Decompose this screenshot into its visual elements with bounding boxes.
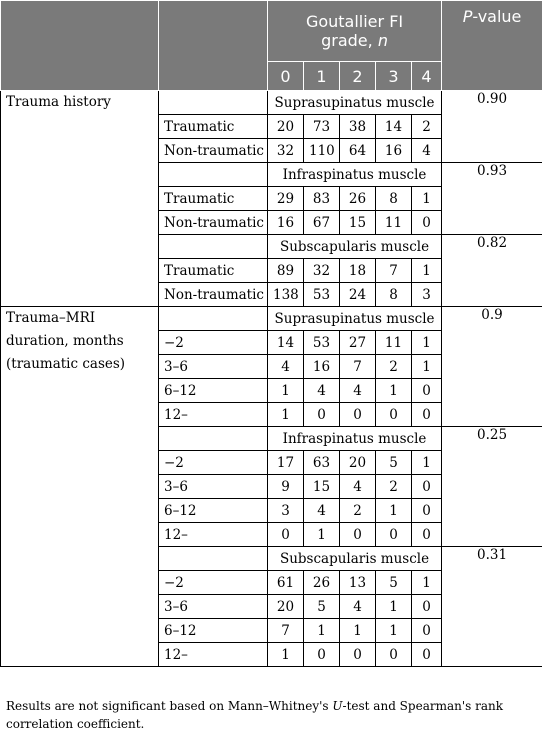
grade-count: 5 bbox=[304, 595, 340, 619]
grade-count: 2 bbox=[376, 475, 412, 499]
grade-header-2: 2 bbox=[340, 62, 376, 91]
grade-count: 20 bbox=[268, 595, 304, 619]
grade-count: 38 bbox=[340, 115, 376, 139]
grade-count: 1 bbox=[304, 523, 340, 547]
grade-count: 0 bbox=[340, 523, 376, 547]
row-label: 3–6 bbox=[159, 475, 268, 499]
blank-cell bbox=[159, 163, 268, 187]
grade-count: 17 bbox=[268, 451, 304, 475]
grade-count: 0 bbox=[412, 211, 442, 235]
grade-count: 1 bbox=[268, 403, 304, 427]
p-value: 0.93 bbox=[442, 163, 542, 235]
section-label-line: Trauma–MRI bbox=[6, 310, 96, 326]
row-label: −2 bbox=[159, 331, 268, 355]
grade-count: 20 bbox=[268, 115, 304, 139]
row-label: 6–12 bbox=[159, 619, 268, 643]
row-label: 12– bbox=[159, 523, 268, 547]
grade-count: 0 bbox=[340, 643, 376, 667]
grade-count: 0 bbox=[412, 379, 442, 403]
grade-count: 14 bbox=[268, 331, 304, 355]
row-label: −2 bbox=[159, 451, 268, 475]
grade-count: 8 bbox=[376, 187, 412, 211]
muscle-name: Suprasupinatus muscle bbox=[268, 91, 442, 115]
row-label: Traumatic bbox=[159, 115, 268, 139]
grade-count: 3 bbox=[412, 283, 442, 307]
grade-count: 1 bbox=[412, 355, 442, 379]
p-value: 0.25 bbox=[442, 427, 542, 547]
grade-count: 61 bbox=[268, 571, 304, 595]
goutallier-header: Goutallier FI grade, n bbox=[268, 1, 442, 62]
grade-count: 2 bbox=[376, 355, 412, 379]
grade-count: 32 bbox=[304, 259, 340, 283]
grade-count: 1 bbox=[268, 643, 304, 667]
row-label: −2 bbox=[159, 571, 268, 595]
blank-cell bbox=[159, 427, 268, 451]
grade-count: 2 bbox=[412, 115, 442, 139]
grade-count: 7 bbox=[376, 259, 412, 283]
grade-header-1: 1 bbox=[304, 62, 340, 91]
grade-count: 1 bbox=[304, 619, 340, 643]
grade-count: 26 bbox=[340, 187, 376, 211]
grade-count: 16 bbox=[304, 355, 340, 379]
row-label: Non-traumatic bbox=[159, 211, 268, 235]
grade-count: 1 bbox=[376, 595, 412, 619]
muscle-row bbox=[1, 91, 542, 115]
muscle-name: Subscapularis muscle bbox=[268, 547, 442, 571]
grade-count: 15 bbox=[340, 211, 376, 235]
grade-count: 0 bbox=[340, 403, 376, 427]
row-label: 6–12 bbox=[159, 499, 268, 523]
row-label: 6–12 bbox=[159, 379, 268, 403]
grade-count: 110 bbox=[304, 139, 340, 163]
row-label: 12– bbox=[159, 643, 268, 667]
grade-count: 4 bbox=[340, 475, 376, 499]
grade-count: 16 bbox=[268, 211, 304, 235]
section-label-line: duration, months bbox=[6, 333, 124, 349]
grade-count: 5 bbox=[376, 451, 412, 475]
blank-cell bbox=[159, 91, 268, 115]
grade-count: 7 bbox=[340, 355, 376, 379]
grade-count: 0 bbox=[376, 643, 412, 667]
grade-count: 5 bbox=[376, 571, 412, 595]
grade-header-4: 4 bbox=[412, 62, 442, 91]
grade-count: 0 bbox=[376, 523, 412, 547]
grade-count: 73 bbox=[304, 115, 340, 139]
grade-count: 1 bbox=[412, 571, 442, 595]
grade-count: 0 bbox=[412, 523, 442, 547]
grade-count: 20 bbox=[340, 451, 376, 475]
grade-count: 63 bbox=[304, 451, 340, 475]
p-value: 0.82 bbox=[442, 235, 542, 307]
row-label: Traumatic bbox=[159, 259, 268, 283]
grade-count: 53 bbox=[304, 331, 340, 355]
muscle-name: Suprasupinatus muscle bbox=[268, 307, 442, 331]
grade-count: 2 bbox=[340, 499, 376, 523]
grade-count: 1 bbox=[376, 499, 412, 523]
grade-count: 32 bbox=[268, 139, 304, 163]
p-value: 0.9 bbox=[442, 307, 542, 427]
grade-count: 0 bbox=[412, 403, 442, 427]
grade-count: 4 bbox=[304, 499, 340, 523]
pvalue-header: P-value bbox=[442, 1, 542, 91]
grade-count: 53 bbox=[304, 283, 340, 307]
grade-count: 83 bbox=[304, 187, 340, 211]
grade-count: 3 bbox=[268, 499, 304, 523]
row-label: Non-traumatic bbox=[159, 139, 268, 163]
header-blank-1 bbox=[1, 1, 159, 91]
grade-count: 4 bbox=[268, 355, 304, 379]
row-label: Non-traumatic bbox=[159, 283, 268, 307]
row-label: Traumatic bbox=[159, 187, 268, 211]
grade-count: 4 bbox=[304, 379, 340, 403]
muscle-name: Infraspinatus muscle bbox=[268, 427, 442, 451]
section-label-line: (traumatic cases) bbox=[6, 356, 126, 372]
grade-count: 1 bbox=[340, 619, 376, 643]
grade-count: 8 bbox=[376, 283, 412, 307]
grade-count: 0 bbox=[304, 403, 340, 427]
grade-count: 0 bbox=[412, 643, 442, 667]
grade-count: 138 bbox=[268, 283, 304, 307]
grade-count: 0 bbox=[376, 403, 412, 427]
grade-count: 24 bbox=[340, 283, 376, 307]
grade-count: 4 bbox=[340, 595, 376, 619]
muscle-row bbox=[1, 307, 542, 331]
blank-cell bbox=[159, 547, 268, 571]
grade-count: 89 bbox=[268, 259, 304, 283]
grade-count: 14 bbox=[376, 115, 412, 139]
grade-count: 11 bbox=[376, 211, 412, 235]
grade-header-3: 3 bbox=[376, 62, 412, 91]
grade-count: 4 bbox=[340, 379, 376, 403]
grade-count: 0 bbox=[412, 475, 442, 499]
table-body bbox=[1, 91, 542, 667]
grade-count: 1 bbox=[376, 379, 412, 403]
row-label: 3–6 bbox=[159, 355, 268, 379]
grade-count: 0 bbox=[412, 595, 442, 619]
grade-header-0: 0 bbox=[268, 62, 304, 91]
grade-count: 1 bbox=[412, 451, 442, 475]
grade-count: 26 bbox=[304, 571, 340, 595]
grade-count: 11 bbox=[376, 331, 412, 355]
header-blank-2 bbox=[159, 1, 268, 91]
p-value: 0.90 bbox=[442, 91, 542, 163]
grade-count: 18 bbox=[340, 259, 376, 283]
grade-count: 0 bbox=[412, 619, 442, 643]
row-label: 12– bbox=[159, 403, 268, 427]
grade-count: 9 bbox=[268, 475, 304, 499]
muscle-name: Infraspinatus muscle bbox=[268, 163, 442, 187]
grade-count: 4 bbox=[412, 139, 442, 163]
grade-count: 15 bbox=[304, 475, 340, 499]
blank-cell bbox=[159, 307, 268, 331]
grade-count: 0 bbox=[268, 523, 304, 547]
grade-count: 1 bbox=[412, 259, 442, 283]
grade-count: 7 bbox=[268, 619, 304, 643]
grade-count: 29 bbox=[268, 187, 304, 211]
blank-cell bbox=[159, 235, 268, 259]
grade-count: 67 bbox=[304, 211, 340, 235]
grade-count: 13 bbox=[340, 571, 376, 595]
grade-count: 27 bbox=[340, 331, 376, 355]
grade-count: 64 bbox=[340, 139, 376, 163]
grade-count: 0 bbox=[304, 643, 340, 667]
p-value: 0.31 bbox=[442, 547, 542, 667]
grade-count: 1 bbox=[376, 619, 412, 643]
section-label-trauma_mri bbox=[1, 307, 159, 667]
row-label: 3–6 bbox=[159, 595, 268, 619]
grade-count: 0 bbox=[412, 499, 442, 523]
grade-count: 16 bbox=[376, 139, 412, 163]
section-label-trauma_history bbox=[1, 91, 159, 307]
grade-count: 1 bbox=[412, 331, 442, 355]
muscle-name: Subscapularis muscle bbox=[268, 235, 442, 259]
grade-count: 1 bbox=[268, 379, 304, 403]
footnote: Results are not significant based on Mann–Whitney's U-test and Spearman's rank correlation coefficient. bbox=[6, 699, 504, 731]
grade-count: 1 bbox=[412, 187, 442, 211]
section-label-line: Trauma history bbox=[6, 94, 111, 110]
